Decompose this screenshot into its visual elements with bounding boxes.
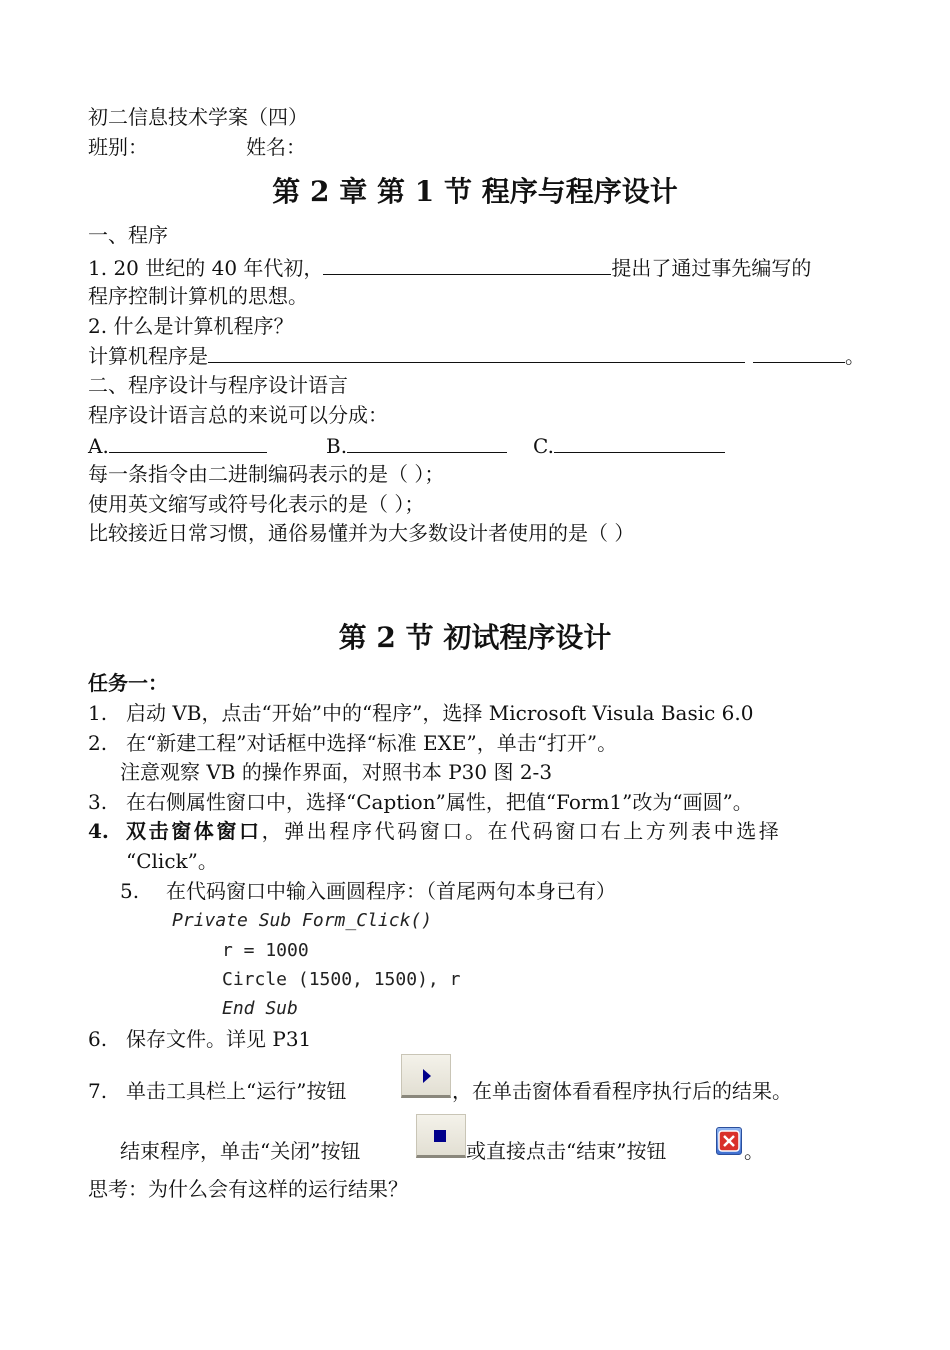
step-4-line2: “Click”。	[126, 849, 218, 873]
part2-title: 二、程序设计与程序设计语言	[88, 373, 348, 397]
option-a	[88, 432, 267, 459]
question-2: 2. 什么是计算机程序？	[88, 314, 294, 338]
q1-prefix: 1. 20 世纪的 40 年代初，	[88, 256, 324, 280]
step-4-rest: ，弹出程序代码窗口。在代码窗口右上方列表中选择	[261, 819, 782, 843]
chapter-heading: 第 2 章 第 1 节 程序与程序设计	[272, 175, 678, 208]
think-question: 思考：为什么会有这样的运行结果？	[88, 1177, 408, 1201]
step-2-note: 注意观察 VB 的操作界面，对照书本 P30 图 2-3	[120, 760, 553, 784]
q2-blank-1[interactable]	[208, 342, 745, 363]
step-7-prefix: 单击工具栏上“运行”按钮	[126, 1079, 347, 1103]
question-1-line2: 程序控制计算机的思想。	[88, 284, 308, 308]
part1-title: 一、程序	[88, 223, 168, 247]
question-english: 使用英文缩写或符号化表示的是（ ）；	[88, 492, 425, 516]
run-button[interactable]	[401, 1054, 451, 1098]
code-line-2: r = 1000	[222, 940, 309, 961]
q1-blank[interactable]	[323, 254, 611, 275]
step-5: 在代码窗口中输入画圆程序：（首尾两句本身已有）	[166, 879, 616, 903]
step-5-num: 5.	[120, 879, 140, 903]
end-prefix: 结束程序，单击“关闭”按钮	[120, 1139, 361, 1163]
option-b-blank[interactable]	[347, 432, 507, 453]
code-line-3: Circle (1500, 1500), r	[222, 969, 461, 990]
q2-blank-2[interactable]	[753, 342, 845, 363]
close-x-icon	[717, 1128, 741, 1154]
class-label: 班别：	[88, 135, 148, 159]
end-middle: 或直接点击“结束”按钮	[466, 1139, 667, 1163]
task-title: 任务一：	[88, 671, 168, 695]
q1-suffix: 提出了通过事先编写的	[611, 256, 812, 280]
option-a-label: A.	[88, 434, 109, 458]
name-label: 姓名：	[246, 135, 306, 159]
question-1	[88, 254, 811, 281]
question-binary: 每一条指令由二进制编码表示的是（ ）；	[88, 462, 445, 486]
step-3: 在右侧属性窗口中，选择“Caption”属性，把值“Form1”改为“画圆”。	[126, 790, 753, 814]
stop-button[interactable]	[416, 1114, 466, 1158]
stop-square-icon	[417, 1115, 465, 1155]
step-7-num: 7.	[88, 1079, 108, 1103]
step-3-num: 3.	[88, 790, 108, 814]
option-c	[533, 432, 725, 459]
step-4	[126, 818, 781, 844]
step-4-bold: 双击窗体窗口	[126, 819, 262, 843]
end-suffix: 。	[744, 1139, 764, 1163]
section2-heading: 第 2 节 初试程序设计	[338, 621, 612, 654]
step-6-num: 6.	[88, 1027, 108, 1051]
language-intro: 程序设计语言总的来说可以分成：	[88, 403, 388, 427]
code-line-4: End Sub	[222, 998, 298, 1019]
step-7-suffix: ，在单击窗体看看程序执行后的结果。	[452, 1079, 792, 1103]
step-2: 在“新建工程”对话框中选择“标准 EXE”，单击“打开”。	[126, 731, 618, 755]
close-button[interactable]	[716, 1127, 742, 1155]
q2-answer-prefix: 计算机程序是	[88, 344, 208, 368]
step-4-num: 4.	[88, 819, 109, 843]
code-line-1: Private Sub Form_Click()	[172, 910, 433, 931]
question-common: 比较接近日常习惯，通俗易懂并为大多数设计者使用的是（ ）	[88, 521, 635, 545]
step-2-num: 2.	[88, 731, 108, 755]
option-c-blank[interactable]	[554, 432, 725, 453]
step-1-num: 1.	[88, 701, 108, 725]
option-b-label: B.	[326, 434, 348, 458]
option-b	[326, 432, 507, 459]
option-c-label: C.	[533, 434, 554, 458]
step-1: 启动 VB，点击“开始”中的“程序”，选择 Microsoft Visula Basic 6.0	[126, 701, 754, 725]
question-2-answer	[88, 342, 865, 369]
play-triangle-icon	[402, 1055, 450, 1095]
option-a-blank[interactable]	[109, 432, 267, 453]
q2-answer-end: 。	[845, 344, 865, 368]
doc-title: 初二信息技术学案（四）	[88, 105, 308, 129]
step-6: 保存文件。详见 P31	[126, 1027, 312, 1051]
